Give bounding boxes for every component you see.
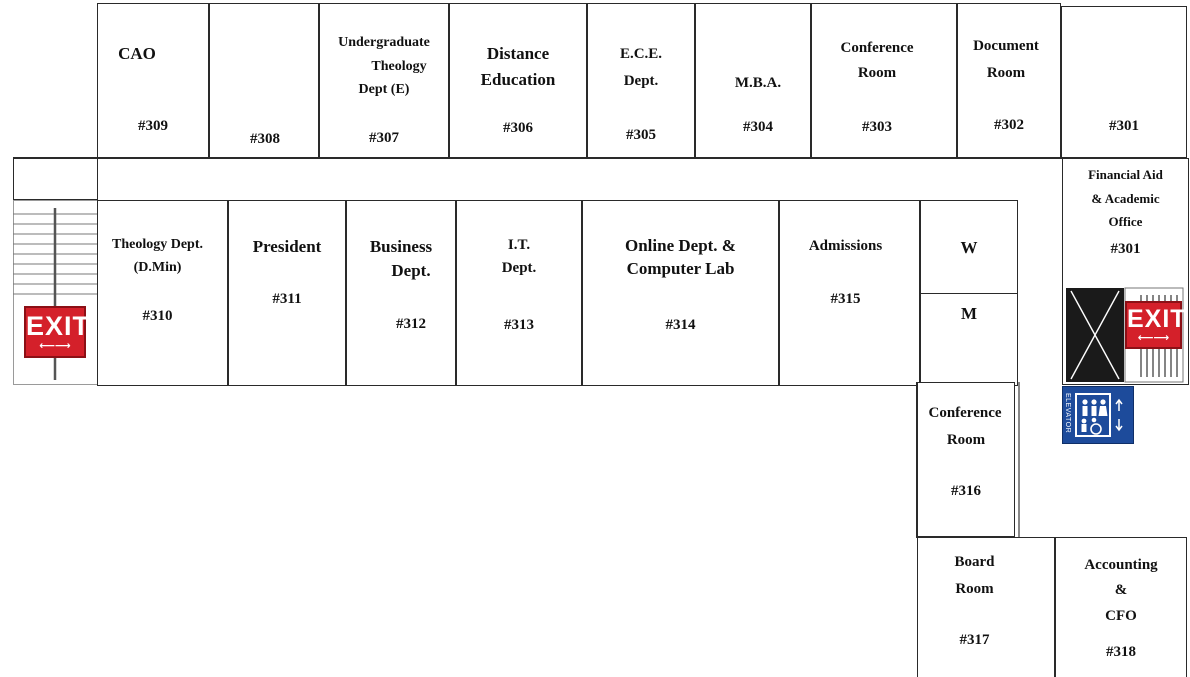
exit-sign-right-label: EXIT bbox=[1127, 305, 1187, 333]
room-301-top-number: #301 bbox=[1109, 118, 1139, 134]
room-304-number: #304 bbox=[743, 119, 773, 135]
room-306-number: #306 bbox=[503, 120, 533, 136]
room-301-name-line2: & Academic bbox=[1091, 191, 1160, 206]
room-310 bbox=[97, 200, 228, 386]
room-312 bbox=[346, 200, 456, 386]
room-303-number: #303 bbox=[862, 119, 892, 135]
elevator-people-icon bbox=[1075, 393, 1131, 439]
corridor-top-wall bbox=[13, 157, 1063, 159]
room-317-name-line2: Room bbox=[955, 581, 994, 597]
room-314-name-line2: Computer Lab bbox=[626, 259, 735, 278]
restroom-men-label: M bbox=[960, 304, 978, 323]
room-310-name-line1: Theology Dept. bbox=[112, 237, 203, 252]
room-306-name-line1: Distance bbox=[486, 44, 550, 63]
room-317-number: #317 bbox=[959, 632, 990, 648]
room-312-number: #312 bbox=[396, 316, 426, 332]
room-316-number: #316 bbox=[951, 483, 981, 499]
room-304-name: M.B.A. bbox=[734, 75, 782, 91]
room-309-name: CAO bbox=[118, 44, 156, 63]
room-307-name-line3: Dept (E) bbox=[358, 82, 410, 97]
room-318-name-line3: CFO bbox=[1105, 608, 1137, 624]
exit-sign-left-label: EXIT bbox=[26, 311, 91, 341]
room-316-name-line2: Room bbox=[946, 432, 986, 448]
room-302-number: #302 bbox=[994, 117, 1024, 133]
room-312-name-line1: Business bbox=[369, 237, 433, 256]
room-307-name-line1: Undergraduate bbox=[338, 35, 430, 50]
restroom-women-label: W bbox=[960, 238, 978, 257]
room-313-number: #313 bbox=[504, 317, 534, 333]
exit-sign-left-arrow-icon: ⟵⟶ bbox=[39, 340, 71, 352]
room-310-number: #310 bbox=[142, 308, 173, 324]
room-312-name-line2: Dept. bbox=[391, 261, 431, 280]
room-301-name-line1: Financial Aid bbox=[1088, 167, 1163, 182]
room-315-number: #315 bbox=[830, 291, 861, 307]
wing-right-wall bbox=[1018, 382, 1020, 538]
room-305-name-line2: Dept. bbox=[623, 73, 659, 89]
room-314-name-line1: Online Dept. & bbox=[625, 236, 736, 255]
room-311-name: President bbox=[252, 237, 322, 256]
room-313 bbox=[456, 200, 582, 386]
room-318-number: #318 bbox=[1106, 644, 1136, 660]
room-305-name-line1: E.C.E. bbox=[619, 46, 663, 62]
room-303-name-line2: Room bbox=[857, 65, 897, 81]
room-318-name-line1: Accounting bbox=[1084, 557, 1158, 573]
room-302-name-line2: Room bbox=[986, 65, 1026, 81]
exit-sign-right-arrow-icon: ⟵⟶ bbox=[1137, 332, 1170, 344]
room-307-number: #307 bbox=[369, 130, 399, 146]
room-309-number: #309 bbox=[138, 118, 168, 134]
room-301-number: #301 bbox=[1110, 241, 1141, 257]
room-315-name: Admissions bbox=[808, 238, 883, 254]
elevator-sign-label: ELEVATOR bbox=[1064, 393, 1071, 434]
room-314 bbox=[582, 200, 779, 386]
room-307-name-line2: Theology bbox=[371, 59, 427, 74]
room-306-name-line2: Education bbox=[480, 70, 556, 89]
room-313-name-line2: Dept. bbox=[501, 260, 537, 276]
exit-sign-right bbox=[1125, 301, 1187, 349]
room-316-name-line1: Conference bbox=[928, 405, 1002, 421]
corridor-stair-landing bbox=[13, 158, 98, 200]
room-314-number: #314 bbox=[665, 317, 696, 333]
room-302-name-line1: Document bbox=[973, 38, 1039, 54]
room-310-name-line2: (D.Min) bbox=[133, 260, 182, 275]
room-317-name-line1: Board bbox=[954, 554, 995, 570]
room-311-number: #311 bbox=[272, 291, 302, 307]
room-318-name-line2: & bbox=[1114, 582, 1128, 598]
room-303-name-line1: Conference bbox=[840, 40, 914, 56]
room-308-number: #308 bbox=[250, 131, 280, 147]
room-301-name-line3: Office bbox=[1108, 214, 1143, 229]
room-313-name-line1: I.T. bbox=[507, 237, 531, 253]
room-305-number: #305 bbox=[626, 127, 656, 143]
elevator-sign bbox=[1062, 386, 1134, 444]
exit-sign-left bbox=[24, 306, 91, 358]
